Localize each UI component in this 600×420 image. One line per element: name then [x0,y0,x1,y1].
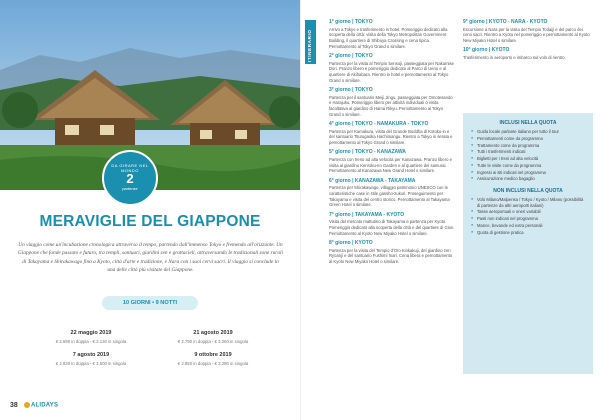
list-item: ● Tutte le visite come da programma [469,163,587,169]
list-item: ● Trattamento come da programma [469,143,587,149]
itinerary-day [329,122,455,146]
day-text: Visita del mercato mattutino di Takayama e partenza per Kyoto. Pomeriggio dedicato alla scoperta della città e del quartiere di Gion. Pernottamento al Kyoto New Miyako Hotel o similare. [329,219,455,236]
itinerary-day [463,20,591,44]
list-item: ● Ingressi ai siti indicati nel programma [469,170,587,176]
included-list [469,129,587,182]
list-item: ● Guida locale parlante italiano per tutto il tour [469,129,587,135]
day-title: 6° giorno | KANAZAWA - TAKAYAMA [329,177,416,184]
list-item: ● Pernottamenti come da programma [469,136,587,142]
itinerary-day [329,241,455,265]
not-included-list [469,197,587,235]
departure-date: 7 agosto 2019 [72,352,110,358]
list-item: ● Mance, bevande ed extra personali [469,223,587,229]
departure-item [30,352,152,366]
day-text: Escursione a Nara per la visita del Tempio Todaiji e del parco dei cervi sacri. Rientro a Kyoto nel pomeriggio e pernottamento al Kyoto New Miyako Hotel o similare. [463,26,590,44]
badge-number: 2 [126,171,134,186]
day-title: 10° giorno | KYOTO [463,47,510,54]
list-item: ● Biglietti per i treni ad alta velocità [469,156,587,162]
logo-mark-icon [24,402,30,408]
day-title: 3° giorno | TOKYO [329,87,373,94]
departure-date: 9 ottobre 2019 [194,352,232,358]
right-page [300,0,600,420]
itinerary-day [329,213,455,237]
itinerary-day [329,88,455,118]
itinerary-day [329,179,455,209]
day-text: Partenza per Kamakura, visita del Grande Buddha di Kotoku-in e del santuario Tsurugaoka Hachimangu. Rientro a Tokyo in serata e pernottamento al Tokyo Grand o similare. [329,128,453,146]
day-title: 5° giorno | TOKYO - KANAZAWA [329,149,406,156]
itinerary-column-2 [463,20,591,65]
page-number: 38 [10,402,18,409]
itinerary-day [329,20,455,50]
day-text: Trasferimento in aeroporto e imbarco sul volo di rientro. [463,55,566,61]
day-title: 7° giorno | TAKAYAMA - KYOTO [329,211,405,218]
page-title: MERAVIGLIE DEL GIAPPONE [39,213,261,230]
departure-item [30,330,152,344]
section-tab-label: ITINERARIO [307,29,312,62]
list-item: ● Quota di gestione pratica [469,230,587,236]
not-included-heading: NON INCLUSI NELLA QUOTA [493,188,563,195]
departure-date: 21 agosto 2019 [193,330,233,336]
itinerary-day [329,54,455,84]
inclusions-box [463,113,593,374]
brand-logo [24,402,58,409]
departure-item [152,352,274,366]
departure-prices: € 2.690 in doppia - € 3.130 in singola [55,339,127,344]
included-heading: INCLUSI NELLA QUOTA [499,120,557,126]
day-text: Partenza per la visita del Tempio d'Oro Kinkakuji, del giardino zen Ryoanji e del santuario Fushimi Inari. Cena libera e pernottamento al Kyoto New Miyako Hotel o similare. [329,247,453,265]
day-title: 9° giorno | KYOTO - NARA - KYOTO [463,19,548,25]
day-text: Arrivo a Tokyo e trasferimento in hotel. Pomeriggio dedicato alla scoperta della città: visita della Tokyo Metropolitan Government Building, il quartiere di Shibuya Crossing e cena tipica. Pernottamento al Tokyo Grand o similare. [329,26,448,49]
departures-badge [102,150,158,206]
logo-text: ALIDAYS [31,402,59,409]
list-item: ● Assicurazione medico bagaglio [469,176,587,182]
itinerary-day [463,48,591,60]
list-item: ● Tasse aeroportuali e oneri variabili [469,209,587,215]
day-text: Partenza per il santuario Meiji Jingu, passeggiata per Omotesando e Harajuku. Pomeriggio libero per attività individuali o visita facoltativa al giardino di Hama Rikyu. Pernottamento al Tokyo Grand o similare. [329,94,453,117]
list-item: ● Pasti non indicati nel programma [469,216,587,222]
badge-ring-text: DA GIRARE NEL MONDO [111,163,149,173]
day-text: Partenza per la visita al Tempio Sensoji, passeggiata per Nakamise Dori. Pranzo libero e pomeriggio dedicato al Parco di Ueno e al quartiere di Akihabara. Rientro in hotel e pernottamento al Tokyo Grand o similare. [329,60,454,83]
day-title: 1° giorno | TOKYO [329,19,373,25]
list-item: ● Volo Milano/Malpensa / Tokyo / Kyoto / Milano (possibilità di partenze da altri aeroporti italiani) [469,197,587,208]
itinerary-day [329,150,455,174]
day-title: 2° giorno | TOKYO [329,53,373,60]
intro-paragraph: Un viaggio come un'incubazione cronologica attraverso il tempo, partendo dall'immenso Tokyo e fremendo all'orizzonte. Un Giappone che fonde passato e futuro, tra templi, santuari, giardini zen e grattacieli, attraversando le tradizionali zone rurali di Takayama e Shirakawago fino a Kyoto, città d'arte e tradizione, e Nara con i suoi cervi sacri. Il viaggio si conclude in una delle città più visitate del Giappone. [18,242,283,274]
day-title: 4° giorno | TOKYO - NAMAKURA - TOKYO [329,121,429,128]
departure-prices: € 2.850 in doppia - € 3.280 in singola [177,361,249,366]
section-tab [305,20,316,64]
badge-label: partenze [122,186,138,191]
day-text: Partenza per Shirakawago, villaggio patrimonio UNESCO con le caratteristiche case in stile gassho-zukuri. Proseguimento per Takayama e visita del centro storico. Pernottamento al Takayama Green Hotel o similare. [329,185,450,208]
duration-pill: 10 GIORNI • 9 NOTTI [102,296,198,310]
departure-item [152,330,274,344]
day-text: Partenza con treno ad alta velocità per Kanazawa. Pranzo libero e visita al giardino Kenroku-en Garden e al quartiere dei samurai. Pernottamento al Kanazawa New Grand Hotel o similare. [329,157,452,174]
itinerary-column-1 [329,20,455,269]
departure-prices: € 2.790 in doppia - € 3.260 in singola [177,339,249,344]
departure-prices: € 2.930 in doppia - € 3.500 in singola [55,361,127,366]
list-item: ● Tutti i trasferimenti indicati [469,149,587,155]
day-title: 8° giorno | KYOTO [329,240,373,246]
departure-date: 22 maggio 2019 [70,330,112,336]
